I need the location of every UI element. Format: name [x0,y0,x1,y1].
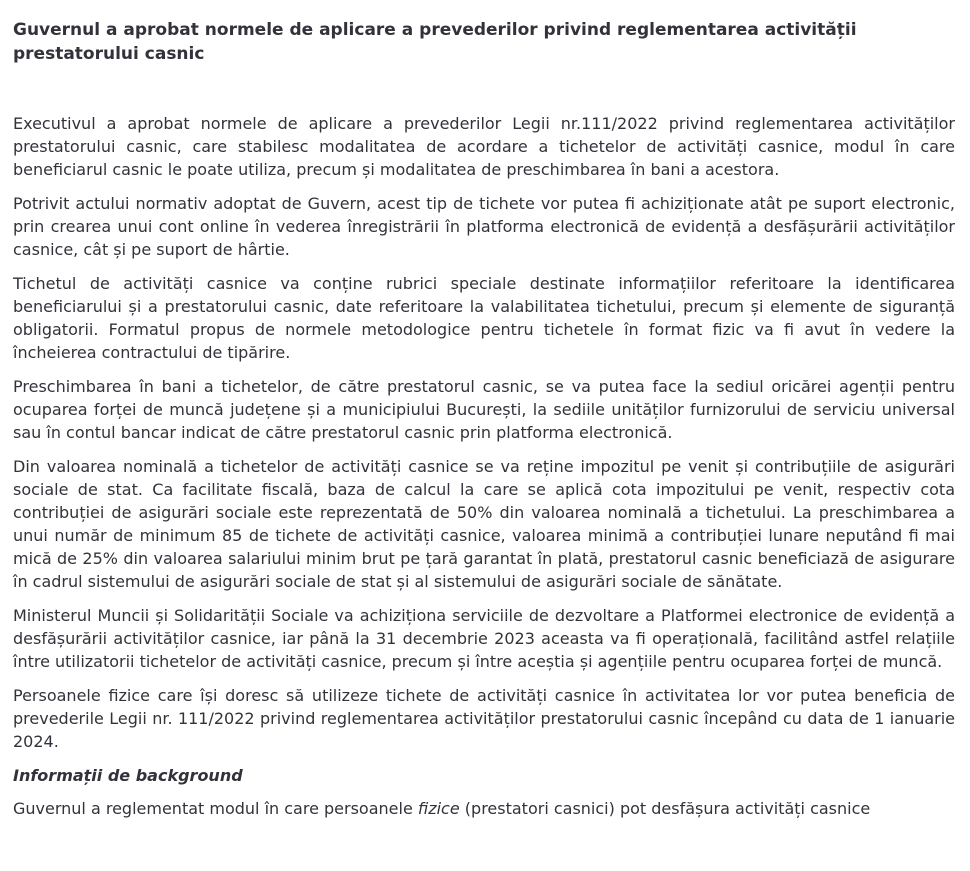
background-paragraph-suffix: (prestatori casnici) pot desfășura activități casnice [459,799,871,818]
paragraph-valoare-nominala: Din valoarea nominală a tichetelor de activități casnice se va reține impozitul pe venit și contribuțiile de asigurări sociale de stat. Ca facilitate fiscală, baza de calcul la care se aplică cota impozitului pe venit, respectiv cota contribuției de asigurări sociale este reprezentată de 50% din valoarea nominală a tichetului. La preschimbarea a unui număr de minimum 85 de tichete de activități casnice, valoarea minimă a contribuției lunare neputând fi mai mică de 25% din valoarea salariului minim brut pe țară garantat în plată, prestatorul casnic beneficiază de asigurare în cadrul sistemului de asigurări sociale de stat și al sistemului de asigurări sociale de sănătate. [13,457,955,591]
paragraph-persoane-fizice: Persoanele fizice care își doresc să utilizeze tichete de activități casnice în activitatea lor vor putea beneficia de prevederile Legii nr. 111/2022 privind reglementarea activităților prestatorului casnic începând cu data de 1 ianuarie 2024. [13,686,955,751]
section-heading-background: Informații de background [13,766,243,785]
paragraph-minister: Ministerul Muncii și Solidarității Sociale va achiziționa serviciile de dezvoltare a Platformei electronice de evidență a desfășurării activităților casnice, iar până la 31 decembrie 2023 aceasta va fi operațională, facilitând astfel relațiile între utilizatorii tichetelor de activități casnice, precum și între aceștia și agențiile pentru ocuparea forței de muncă. [13,606,955,671]
paragraph-background-clipped [13,797,955,820]
background-paragraph-prefix: Guvernul a reglementat modul în care persoanele [13,799,418,818]
background-paragraph-italic-word: fizice [417,799,460,818]
paragraph-tichetul: Tichetul de activități casnice va conține rubrici speciale destinate informațiilor referitoare la identificarea beneficiarului și a prestatorului casnic, date referitoare la valabilitatea tichetului, precum și elemente de siguranță obligatorii. Formatul propus de normele metodologice pentru tichetele în format fizic va fi avut în vedere la încheierea contractului de tipărire. [13,274,955,362]
paragraph-potrivit: Potrivit actului normativ adoptat de Guvern, acest tip de tichete vor putea fi achiziționate atât pe suport electronic, prin crearea unui cont online în vederea înregistrării în platforma electronică de evidență a desfășurării activităților casnice, cât și pe suport de hârtie. [13,194,955,259]
paragraph-executiv: Executivul a aprobat normele de aplicare a prevederilor Legii nr.111/2022 privind reglementarea activităților prestatorului casnic, care stabilesc modalitatea de acordare a tichetelor de activități casnice, modul în care beneficiarul casnic le poate utiliza, precum și modalitatea de preschimbarea în bani a acestora. [13,114,955,179]
page-title: Guvernul a aprobat normele de aplicare a prevederilor privind reglementarea activității prestatorului casnic [13,20,857,64]
paragraph-preschimbarea: Preschimbarea în bani a tichetelor, de către prestatorul casnic, se va putea face la sediul oricărei agenții pentru ocuparea forței de muncă județene și a municipiului București, la sediile unităților furnizorului de serviciu universal sau în contul bancar indicat de către prestatorul casnic prin platforma electronică. [13,377,955,442]
